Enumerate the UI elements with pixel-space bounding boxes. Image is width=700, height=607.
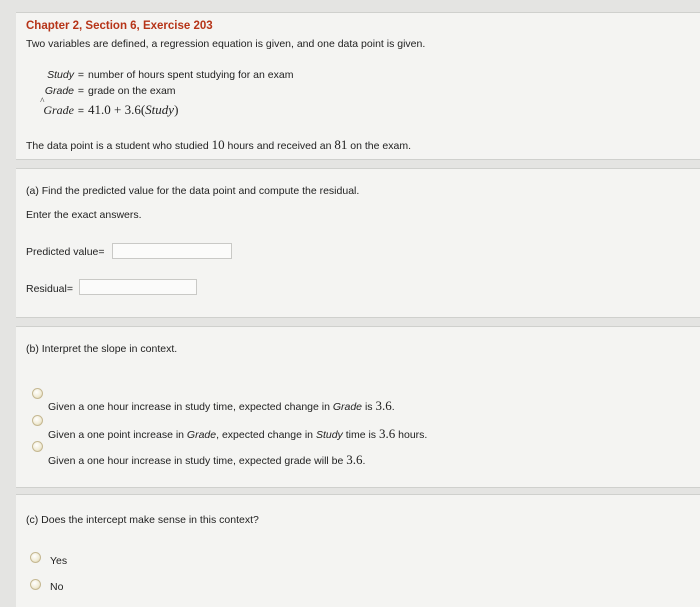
slope-option-1-label[interactable]: Given a one hour increase in study time, expected change in Grade is 3.6. [48, 398, 395, 413]
slope-option-2-label[interactable]: Given a one point increase in Grade, expected change in Study time is 3.6 hours. [48, 426, 428, 441]
slope-option-1-radio[interactable] [32, 388, 43, 399]
var-study: Study [47, 69, 74, 81]
hours-value: 10 [211, 137, 225, 152]
intercept-yes-radio[interactable] [30, 552, 41, 563]
intercept-no-label[interactable]: No [50, 581, 64, 593]
part-a-note: Enter the exact answers. [26, 209, 142, 221]
exercise-intro: Two variables are defined, a regression equation is given, and one data point is given. [26, 38, 426, 50]
part-b-question: (b) Interpret the slope in context. [26, 343, 178, 355]
var-grade: Grade [44, 85, 74, 97]
data-point-sentence: The data point is a student who studied 10 hours and received an 81 on the exam. [26, 137, 411, 152]
exercise-title: Chapter 2, Section 6, Exercise 203 [26, 20, 213, 32]
score-value: 81 [334, 137, 348, 152]
part-c-question: (c) Does the intercept make sense in this context? [26, 514, 259, 526]
residual-input[interactable] [79, 279, 197, 295]
slope-option-2-radio[interactable] [32, 415, 43, 426]
grade-hat: ^ Grade [26, 103, 74, 118]
problem-statement-panel [16, 12, 700, 160]
definition-study: Study = number of hours spent studying for an exam [26, 69, 293, 81]
predicted-value-input[interactable] [112, 243, 232, 259]
part-a-question: (a) Find the predicted value for the data point and compute the residual. [26, 185, 360, 197]
intercept-no-radio[interactable] [30, 579, 41, 590]
regression-equation: ^ Grade = 41.0 + 3.6(Study) [26, 102, 178, 118]
predicted-value-label: Predicted value= [26, 246, 105, 258]
def-grade-desc: grade on the exam [88, 85, 176, 97]
part-a-panel [16, 168, 700, 318]
slope-option-3-radio[interactable] [32, 441, 43, 452]
residual-label: Residual= [26, 283, 73, 295]
part-b-panel [16, 326, 700, 488]
definition-grade: Grade = grade on the exam [26, 85, 176, 97]
part-c-panel [16, 494, 700, 607]
def-study-desc: number of hours spent studying for an exam [88, 69, 294, 81]
slope-option-3-label[interactable]: Given a one hour increase in study time, expected grade will be 3.6. [48, 452, 366, 467]
intercept-yes-label[interactable]: Yes [50, 555, 68, 567]
